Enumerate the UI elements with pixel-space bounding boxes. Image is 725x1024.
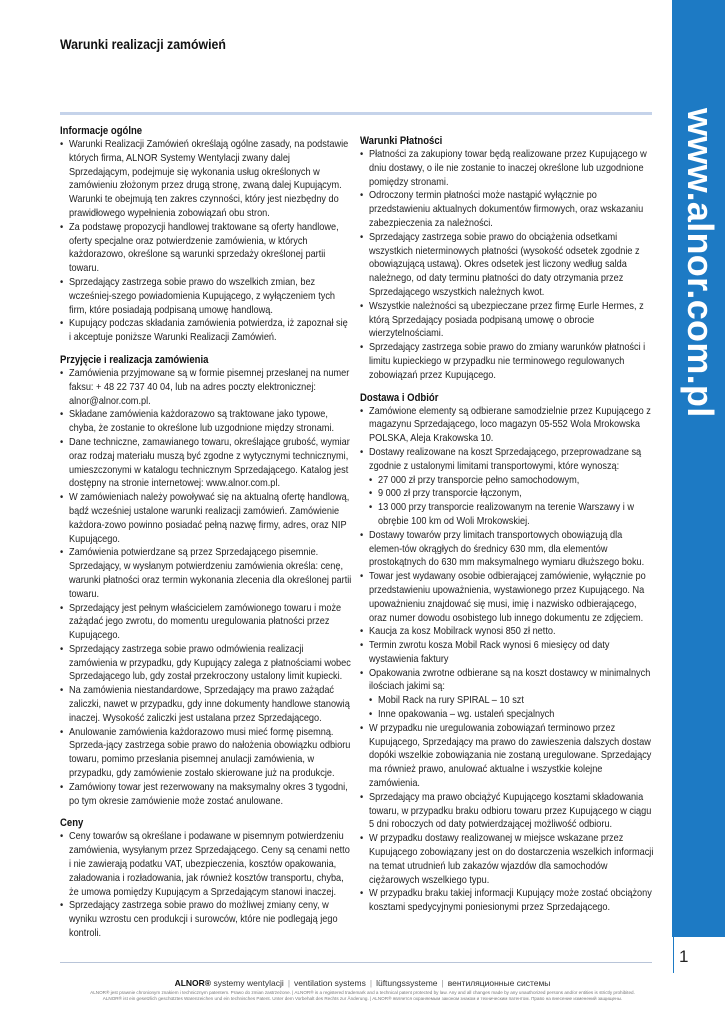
sub-list-item: • 27 000 zł przy transporcie pełno samochodowym, bbox=[360, 474, 656, 488]
list-item: • Kaucja za kosz Mobilrack wynosi 850 zł netto. bbox=[360, 625, 656, 639]
list-item: • Składane zamówienia każdorazowo są traktowane jako typowe, chyba, że zostanie to określone lub uzgodnione między stronami. bbox=[60, 408, 352, 436]
list-item: • Zamówienia przyjmowane są w formie pisemnej przesłanej na numer faksu: + 48 22 737 40 04, lub na adres poczty elektronicznej: alnor@alnor.com.pl. bbox=[60, 367, 352, 408]
right-column-content bbox=[360, 134, 656, 915]
list-item: • Towar jest wydawany osobie odbierającej zamówienie, wyłącznie po przedstawieniu upoważnienia, wystawionego przez Kupującego. Na upoważnieniu znajdować się musi, imię i nazwisko odbierającego, oraz numer dowodu osobistego lub innego dokumentu ze zdjęciem. bbox=[360, 570, 656, 625]
list-item: • W przypadku dostawy realizowanej w miejsce wskazane przez Kupującego zobowiązany jest on do dostarczenia wszelkich informacji na temat utrudnień lub zakazów wjazdów dla samochodów ciężarowych wszelkiego typu. bbox=[360, 832, 656, 887]
section bbox=[60, 353, 352, 809]
list-item: • Zamówienia potwierdzane są przez Sprzedającego pisemnie. Sprzedający, w wysłanym potwierdzeniu zamówienia określa: cenę, warunki płatności oraz termin wykonania zlecenia dla określonej partii towaru. bbox=[60, 546, 352, 601]
list-item: • Dostawy realizowane na koszt Sprzedającego, przeprowadzane są zgodnie z ustalonymi limitami transportowymi, które wynoszą: bbox=[360, 446, 656, 474]
footer-divider bbox=[60, 962, 652, 963]
list-item: • Sprzedający zastrzega sobie prawo odmówienia realizacji zamówienia w przypadku, gdy Kupujący zalega z płatnościami wobec Sprzedającego lub, gdy został przekroczony ustalony limit kupiecki. bbox=[60, 643, 352, 684]
page-title: Warunki realizacji zamówień bbox=[60, 36, 226, 52]
list-item: • Sprzedający zastrzega sobie prawo do zmiany warunków płatności i limitu kupieckiego w przypadku nie terminowego regulowanych zobowiązań przez Kupującego. bbox=[360, 341, 656, 382]
bullet-list bbox=[60, 367, 352, 809]
list-item: • Sprzedający zastrzega sobie prawo do możliwej zmiany ceny, w wyniku wzrostu cen produkcji i surowców, które nie podlegają jego kontroli. bbox=[60, 899, 352, 940]
list-item: • Zamówione elementy są odbierane samodzielnie przez Kupującego z magazynu Sprzedającego, loco magazyn 05-552 Wola Mrokowska POLSKA, Aleja Krakowska 10. bbox=[360, 405, 656, 446]
list-item: • Wszystkie należności są ubezpieczane przez firmę Eurle Hermes, z którą Sprzedający posiada podpisaną umowę o obrocie wierzytelnościami. bbox=[360, 300, 656, 341]
section-heading: Przyjęcie i realizacja zamówienia bbox=[60, 353, 209, 366]
list-item: • W przypadku nie uregulowania zobowiązań terminowo przez Kupującego, Sprzedający ma prawo do zawieszenia dalszych dostaw dopóki wszelkie zobowiązania nie zostaną uregulowane. Sprzedający ma również prawo, anulować aktualne i wszystkie kolejne zamówienia. bbox=[360, 722, 656, 791]
list-item: • Dostawy towarów przy limitach transportowych obowiązują dla elemen-tów okrągłych do średnicy 630 mm, dla elementów prostokątnych do 630 mm maksymalnego wymiaru dłuższego boku. bbox=[360, 529, 656, 570]
sub-list-item: • 9 000 zł przy transporcie łączonym, bbox=[360, 487, 656, 501]
list-item: • Za podstawę propozycji handlowej traktowane są oferty handlowe, oferty specjalne oraz potwierdzenie zamówienia, w których każdorazowo, określone są warunki sprzedaży określonej partii towaru. bbox=[60, 221, 352, 276]
list-item: • W zamówieniach należy powoływać się na aktualną ofertę handlową, bądź wcześniej ustalone warunki realizacji zamówień. Zamówienie każdora-zowo powinno posiadać pełną nazwę firmy, adres, oraz NIP Kupującego. bbox=[60, 491, 352, 546]
list-item: • Płatności za zakupiony towar będą realizowane przez Kupującego w dniu dostawy, o ile nie zostanie to inaczej określone lub uzgodnione pomiędzy stronami. bbox=[360, 148, 656, 189]
footer-brand: ALNOR® bbox=[174, 978, 212, 988]
bullet-list bbox=[360, 148, 656, 383]
list-item: • Opakowania zwrotne odbierane są na koszt dostawcy w minimalnych ilościach jakimi są: bbox=[360, 667, 656, 695]
section-heading: Dostawa i Odbiór bbox=[360, 391, 439, 404]
sub-list-item: • 13 000 przy transporcie realizowanym na terenie Warszawy i w obrębie 100 km od Woli Mrokowskiej. bbox=[360, 501, 656, 529]
footer-legal-line-2: ALNOR® ist ein gesetzlich geschütztes Warenzeichen und ein technisches Patent. Unter dem Vorbehalt des Rechts zur Änderung. | ALNOR® является охраняемым законом знаком и техническим патентом. Право на внесение изменений защищены. bbox=[102, 996, 623, 1001]
list-item: • Na zamówienia niestandardowe, Sprzedający ma prawo zażądać zaliczki, nawet w przypadku, gdy inne dokumenty handlowe stanowią inaczej. Wysokość zaliczki jest ustalana przez Sprzedającego. bbox=[60, 684, 352, 725]
list-item: • Zamówiony towar jest rezerwowany na maksymalny okres 3 tygodni, po tym okresie zamówienie może zostać anulowane. bbox=[60, 781, 352, 809]
section bbox=[60, 124, 352, 345]
section bbox=[360, 134, 656, 383]
footer-tagline-ru: вентиляционные системы bbox=[447, 978, 551, 988]
list-item: • Sprzedający zastrzega sobie prawo do obciążenia odsetkami wszystkich nieterminowych płatności (wysokość odsetek zgodnie z obowiązującą ustawą). Okres odsetek jest liczony według salda należnego, od daty terminu płatności do daty otrzymania przez Sprzedającego wszystkich należnych kwot. bbox=[360, 231, 656, 300]
bullet-list bbox=[360, 405, 656, 915]
footer-tagline-en: ventilation systems bbox=[294, 978, 366, 988]
list-item: • Sprzedający ma prawo obciążyć Kupującego kosztami składowania towaru, w przypadku braku odbioru towaru przez Kupującego w ciągu 5 dni roboczych od daty potwierdzającej możliwość odbioru. bbox=[360, 791, 656, 832]
footer-legal-line-1: ALNOR® jest prawnie chronionym znakiem i technicznym patentem. Prawo do zmian zastrzeżone. | ALNOR® is a registered trademark and a technical patent protected by law. Any and all changes made by any unauthorized persons and/or entities is strictly prohibited. bbox=[90, 990, 635, 995]
section bbox=[60, 816, 352, 940]
footer-tagline-de: lüftungssysteme bbox=[376, 978, 438, 988]
list-item: • Termin zwrotu kosza Mobil Rack wynosi 6 miesięcy od daty wystawienia faktury bbox=[360, 639, 656, 667]
list-item: • Anulowanie zamówienia każdorazowo musi mieć formę pisemną. Sprzeda-jący zastrzega sobie prawo do nałożenia obowiązku odbioru towaru, pomimo przesłania pisemnej anulacji zamówienia, w przypadku, gdy zamówienie zostało skierowane już na produkcje. bbox=[60, 726, 352, 781]
list-item: • Sprzedający zastrzega sobie prawo do wszelkich zmian, bez wcześniej-szego powiadomienia Kupującego, z wyłączeniem tych firm, które posiadają podpisaną umowę handlową. bbox=[60, 276, 352, 317]
section-heading: Informacje ogólne bbox=[60, 125, 143, 137]
title-divider bbox=[60, 112, 652, 115]
list-item: • W przypadku braku takiej informacji Kupujący może zostać obciążony kosztami spedycyjnymi poniesionymi przez Sprzedającego. bbox=[360, 887, 656, 915]
bullet-list bbox=[60, 830, 352, 940]
list-item: • Kupujący podczas składania zamówienia potwierdza, iż zapoznał się i akceptuje poniższe Warunki Realizacji Zamówień. bbox=[60, 317, 352, 345]
list-item: • Dane techniczne, zamawianego towaru, określające grubość, wymiar oraz rodzaj materiału muszą być zgodne z wytycznymi technicznymi, umieszczonymi w katalogu technicznym Sprzedającego. Katalog jest dostępny na stronie internetowej: www.alnor.com.pl. bbox=[60, 436, 352, 491]
website-url-link[interactable]: www.alnor.com.pl bbox=[680, 108, 721, 418]
sub-list-item: • Mobil Rack na rury SPIRAL – 10 szt bbox=[360, 694, 656, 708]
bullet-list bbox=[60, 138, 352, 345]
left-column-content bbox=[60, 124, 352, 941]
right-column bbox=[360, 134, 656, 923]
section-heading: Ceny bbox=[60, 817, 84, 830]
page-number: 1 bbox=[673, 937, 725, 973]
section-heading: Warunki Płatności bbox=[360, 135, 443, 147]
footer-tagline: ALNOR® systemy wentylacji | ventilation systems | lüftungssysteme | вентиляционные системы bbox=[174, 978, 551, 988]
list-item: • Sprzedający jest pełnym właścicielem zamówionego towaru i może zażądać jego zwrotu, do momentu uregulowania płatności przez Kupującego. bbox=[60, 602, 352, 643]
section bbox=[360, 391, 656, 915]
sub-list-item: • Inne opakowania – wg. ustaleń specjalnych bbox=[360, 708, 656, 722]
footer-tagline-pl: systemy wentylacji bbox=[213, 978, 284, 988]
list-item: • Ceny towarów są określane i podawane w pisemnym potwierdzeniu zamówienia, wysyłanym przez Sprzedającego. Ceny są cenami netto i nie zawierają podatku VAT, ubezpieczenia, kosztów opakowania, załadowania i rozładowania, jak również kosztów transportu, chyba, że umowa pomiędzy Kupującym a Sprzedającym stanowi inaczej. bbox=[60, 830, 352, 899]
list-item: • Odroczony termin płatności może nastąpić wyłącznie po przedstawieniu aktualnych dokumentów firmowych, oraz wskazaniu zabezpieczenia za należności. bbox=[360, 189, 656, 230]
left-column bbox=[60, 124, 352, 949]
list-item: • Warunki Realizacji Zamówień określają ogólne zasady, na podstawie których firma, ALNOR Systemy Wentylacji zwany dalej Sprzedającym, podejmuje się wykonania usług określonych w zamówieniu złożonym przez drugą stronę, zwaną dalej Kupującym. Warunki te obejmują ten zakres czynności, który jest niezbędny do prawidłowego wypełnienia zobowiązań obu stron. bbox=[60, 138, 352, 221]
